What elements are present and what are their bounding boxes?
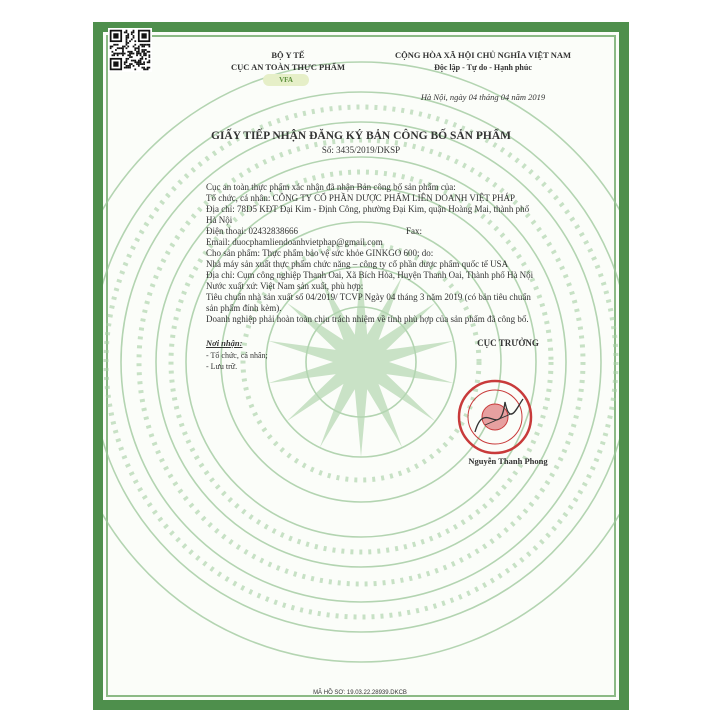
- dossier-code: MÃ HỒ SƠ: 19.03.22.28939.DKCB: [313, 690, 407, 696]
- body-line: Điện thoại: 02432838666: [206, 226, 298, 236]
- signer-title: CỤC TRƯỞNG: [477, 338, 539, 348]
- qr-code: [108, 28, 152, 72]
- vfa-logo: VFA: [263, 74, 309, 86]
- ministry-name: BỘ Y TẾ: [271, 50, 305, 60]
- recipient-item: - Tổ chức, cá nhân;: [206, 351, 268, 360]
- issue-date: Hà Nội, ngày 04 tháng 04 năm 2019: [420, 92, 546, 102]
- body-line: Địa chỉ: Cụm công nghiệp Thanh Oai, Xã Bích Hòa, Huyện Thanh Oai, Thành phố Hà Nội: [206, 270, 534, 280]
- fax-label: Fax:: [406, 226, 423, 236]
- country-motto: CỘNG HÒA XÃ HỘI CHỦ NGHĨA VIỆT NAM: [394, 50, 572, 60]
- certificate-document: [93, 22, 629, 710]
- recipient-item: - Lưu trữ.: [206, 362, 238, 371]
- body-line: sản phẩm đính kèm).: [206, 303, 282, 313]
- document-title: GIẤY TIẾP NHẬN ĐĂNG KÝ BẢN CÔNG BỐ SẢN PHẨM: [211, 130, 511, 142]
- body-line: Nước xuất xứ: Việt Nam sản xuất, phù hợp:: [206, 281, 364, 291]
- body-line: Địa chỉ: 78D5 KĐT Đại Kim - Định Công, phường Đại Kim, quận Hoàng Mai, thành phố: [206, 204, 530, 214]
- body-line: Hà Nội: [206, 215, 233, 225]
- body-line: Email: duocphamliendoanhvietphap@gmail.com: [206, 237, 383, 247]
- recipients-label: Nơi nhận:: [206, 338, 243, 348]
- official-seal: [455, 377, 535, 457]
- body-line: Tiêu chuẩn nhà sản xuất số 04/2019/ TCVP Ngày 04 tháng 3 năm 2019 (có bản tiêu chuẩn: [206, 292, 531, 302]
- body-line: Cục an toàn thực phẩm xác nhận đã nhận Bản công bố sản phẩm của:: [206, 182, 456, 192]
- motto-line: Độc lập - Tự do - Hạnh phúc: [434, 63, 532, 72]
- signer-name: Nguyễn Thanh Phong: [468, 456, 548, 466]
- body-line: Cho sản phẩm: Thực phẩm bảo vệ sức khỏe GINKGO 600; do:: [206, 248, 434, 258]
- body-line: Doanh nghiệp phải hoàn toàn chịu trách nhiệm về tính phù hợp của sản phẩm đã công bố.: [206, 314, 529, 324]
- body-line: Tổ chức, cá nhân: CÔNG TY CỔ PHẦN DƯỢC PHẨM LIÊN DOANH VIỆT PHÁP: [206, 193, 516, 203]
- body-line: Nhà máy sản xuất thực phẩm chức năng – công ty cổ phần dược phẩm quốc tế USA: [206, 259, 509, 269]
- agency-name: CỤC AN TOÀN THỰC PHẨM: [231, 62, 345, 72]
- document-number: Số: 3435/2019/DKSP: [321, 145, 401, 155]
